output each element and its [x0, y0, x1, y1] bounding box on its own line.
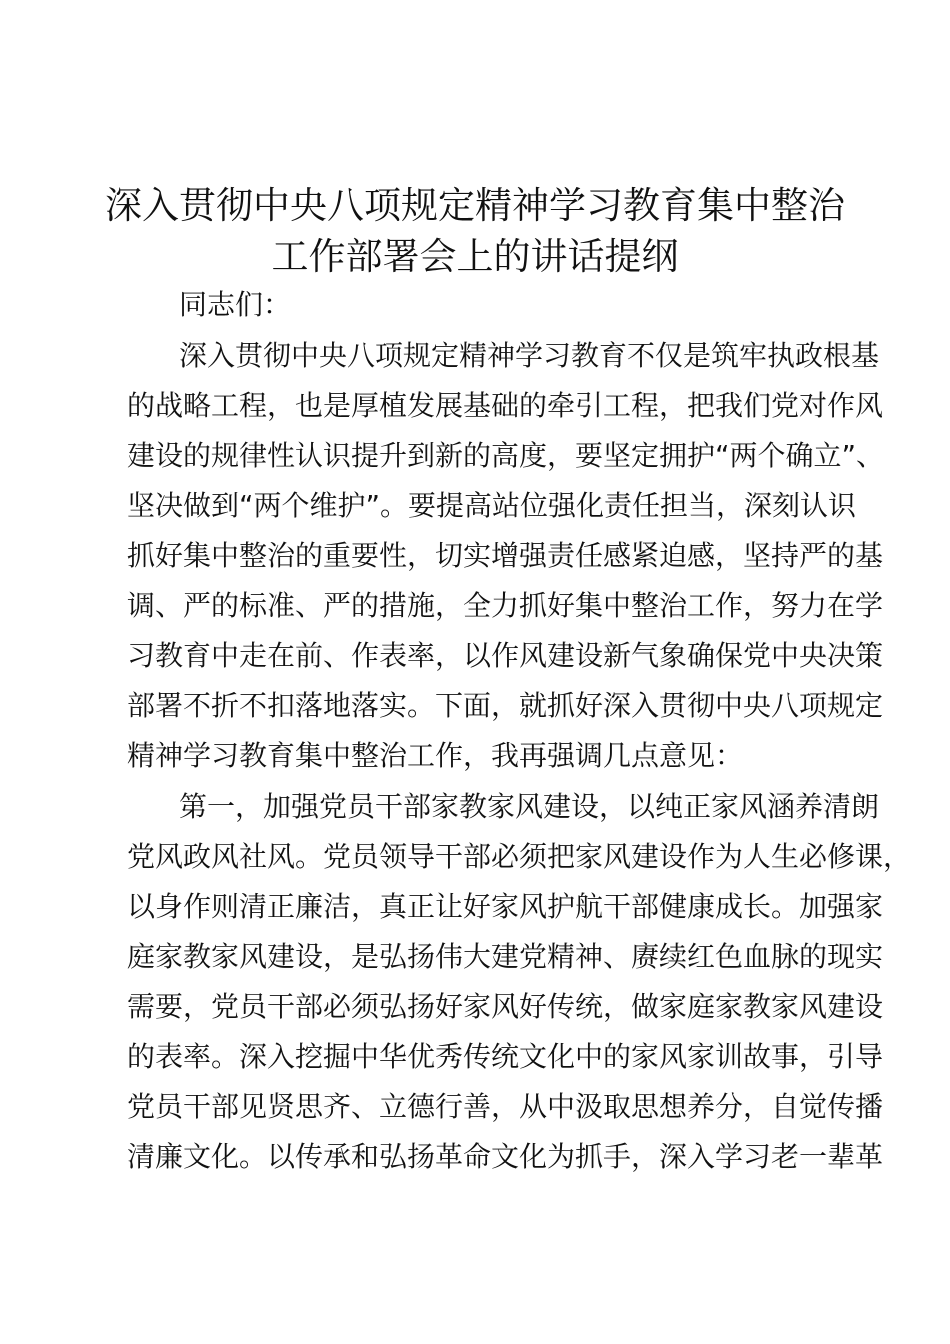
document-title-line-1: 深入贯彻中央八项规定精神学习教育集中整治: [105, 184, 845, 227]
paragraph-1-line-9: 精神学习教育集中整治工作，我再强调几点意见：: [127, 739, 744, 772]
paragraph-1-line-7: 习教育中走在前、作表率，以作风建设新气象确保党中央决策: [127, 639, 884, 672]
paragraph-2-line-1: 第一，加强党员干部家教家风建设，以纯正家风涵养清朗: [179, 790, 880, 823]
paragraph-2-line-8: 清廉文化。以传承和弘扬革命文化为抓手，深入学习老一辈革: [127, 1140, 884, 1173]
paragraph-1-line-1: 深入贯彻中央八项规定精神学习教育不仅是筑牢执政根基: [179, 339, 880, 372]
document-title-line-2: 工作部署会上的讲话提纲: [271, 235, 679, 278]
paragraph-2-line-7: 党员干部见贤思齐、立德行善，从中汲取思想养分，自觉传播: [127, 1090, 884, 1123]
paragraph-2-line-3: 以身作则清正廉洁，真正让好家风护航干部健康成长。加强家: [127, 890, 884, 923]
paragraph-2-line-2: 党风政风社风。党员领导干部必须把家风建设作为人生必修课，: [127, 840, 912, 873]
paragraph-2-line-4: 庭家教家风建设，是弘扬伟大建党精神、赓续红色血脉的现实: [127, 940, 884, 973]
paragraph-1-line-5: 抓好集中整治的重要性，切实增强责任感紧迫感，坚持严的基: [127, 539, 884, 572]
salutation: 同志们：: [179, 288, 292, 321]
paragraph-2-line-5: 需要，党员干部必须弘扬好家风好传统，做家庭家教家风建设: [127, 990, 884, 1023]
paragraph-1-line-3: 建设的规律性认识提升到新的高度，要坚定拥护“两个确立”、: [127, 439, 885, 472]
paragraph-1-line-2: 的战略工程，也是厚植发展基础的牵引工程，把我们党对作风: [127, 389, 884, 422]
paragraph-1-line-4: 坚决做到“两个维护”。要提高站位强化责任担当，深刻认识: [127, 489, 857, 522]
paragraph-1-line-6: 调、严的标准、严的措施，全力抓好集中整治工作，努力在学: [127, 589, 884, 622]
paragraph-2-line-6: 的表率。深入挖掘中华优秀传统文化中的家风家训故事，引导: [127, 1040, 884, 1073]
paragraph-1-line-8: 部署不折不扣落地落实。下面，就抓好深入贯彻中央八项规定: [127, 689, 884, 722]
